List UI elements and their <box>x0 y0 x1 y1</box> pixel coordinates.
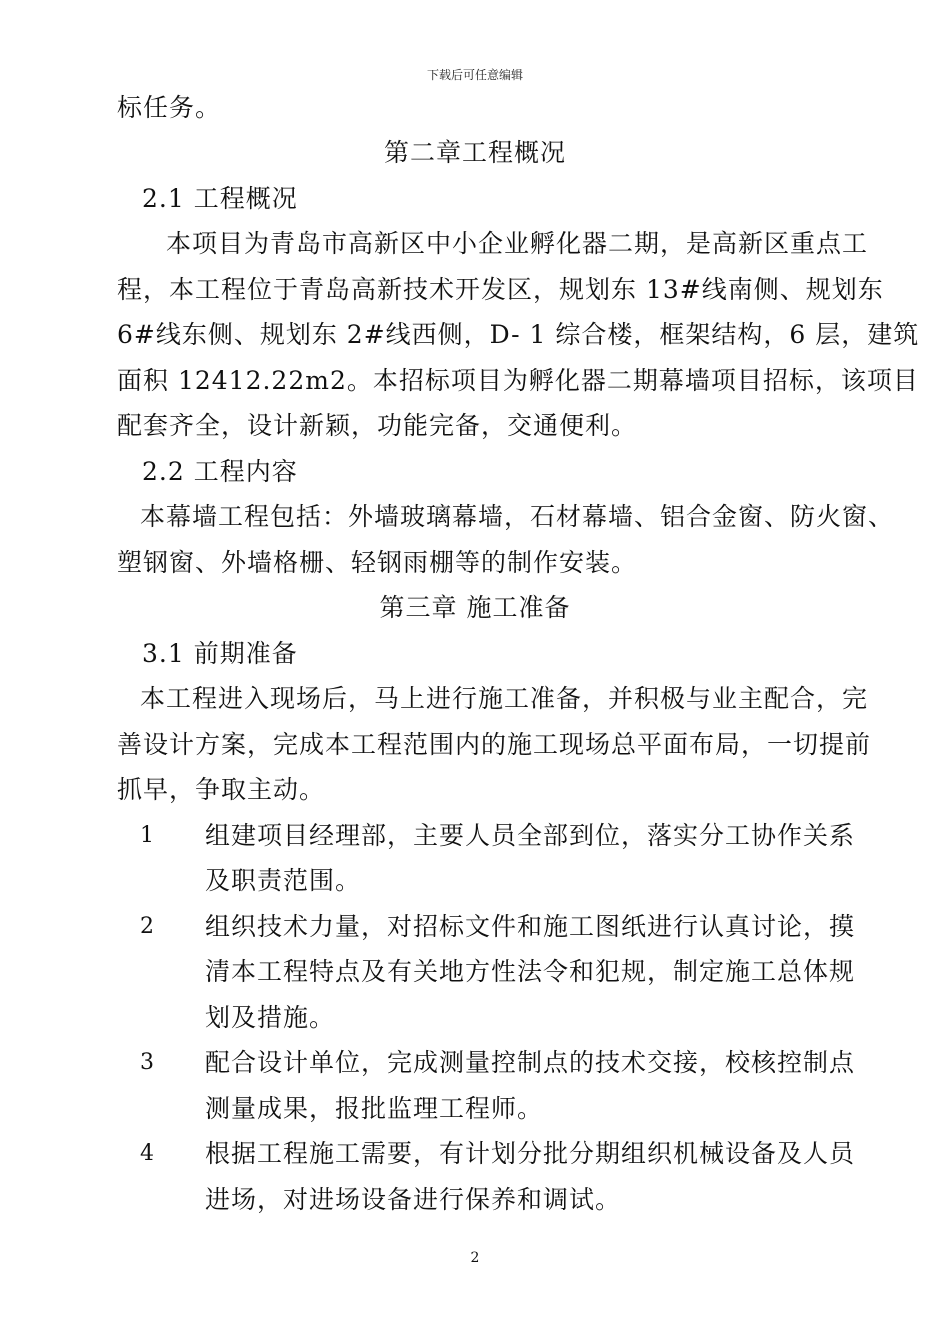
list-item-line: 清本工程特点及有关地方性法令和犯规，制定施工总体规 <box>205 957 856 986</box>
section-2-2-heading: 2.2 工程内容 <box>142 457 298 486</box>
list-item-number: 4 <box>140 1141 154 1166</box>
list-item-line: 及职责范围。 <box>205 866 362 895</box>
list-item-number: 3 <box>140 1050 154 1075</box>
paragraph-line: 塑钢窗、外墙格栅、轻钢雨棚等的制作安装。 <box>117 548 638 577</box>
paragraph-line: 善设计方案，完成本工程范围内的施工现场总平面布局，一切提前 <box>117 730 872 759</box>
paragraph-line: 面积 12412.22m2。本招标项目为孵化器二期幕墙项目招标，该项目 <box>117 366 919 395</box>
chapter-3-title: 第三章 施工准备 <box>379 593 571 622</box>
paragraph-line: 程，本工程位于青岛高新技术开发区，规划东 13#线南侧、规划东 <box>117 275 884 304</box>
list-item-line: 组织技术力量，对招标文件和施工图纸进行认真讨论，摸 <box>205 912 856 941</box>
paragraph-line: 配套齐全，设计新颖，功能完备，交通便利。 <box>117 411 638 440</box>
list-item-line: 测量成果，报批监理工程师。 <box>205 1094 544 1123</box>
page-number: 2 <box>470 1250 480 1266</box>
list-item-line: 进场，对进场设备进行保养和调试。 <box>205 1185 622 1214</box>
paragraph-line: 6#线东侧、规划东 2#线西侧，D- 1 综合楼，框架结构，6 层，建筑 <box>117 320 920 349</box>
list-item-line: 划及措施。 <box>205 1003 336 1032</box>
list-item-line: 配合设计单位，完成测量控制点的技术交接，校核控制点 <box>205 1048 856 1077</box>
paragraph-line: 本幕墙工程包括：外墙玻璃幕墙，石材幕墙、铝合金窗、防火窗、 <box>140 502 895 531</box>
list-item-number: 1 <box>140 823 154 848</box>
list-item-line: 根据工程施工需要，有计划分批分期组织机械设备及人员 <box>205 1139 856 1168</box>
paragraph-line: 本项目为青岛市高新区中小企业孵化器二期，是高新区重点工 <box>166 229 869 258</box>
list-item-number: 2 <box>140 914 154 939</box>
paragraph-line: 抓早，争取主动。 <box>117 775 326 804</box>
paragraph-line: 本工程进入现场后，马上进行施工准备，并积极与业主配合，完 <box>140 684 869 713</box>
section-3-1-heading: 3.1 前期准备 <box>142 639 298 668</box>
section-2-1-heading: 2.1 工程概况 <box>142 184 298 213</box>
paragraph-line: 标任务。 <box>117 93 222 122</box>
page-header: 下载后可任意编辑 <box>426 68 523 82</box>
chapter-2-title: 第二章工程概况 <box>383 138 566 167</box>
list-item-line: 组建项目经理部，主要人员全部到位，落实分工协作关系 <box>205 821 856 850</box>
